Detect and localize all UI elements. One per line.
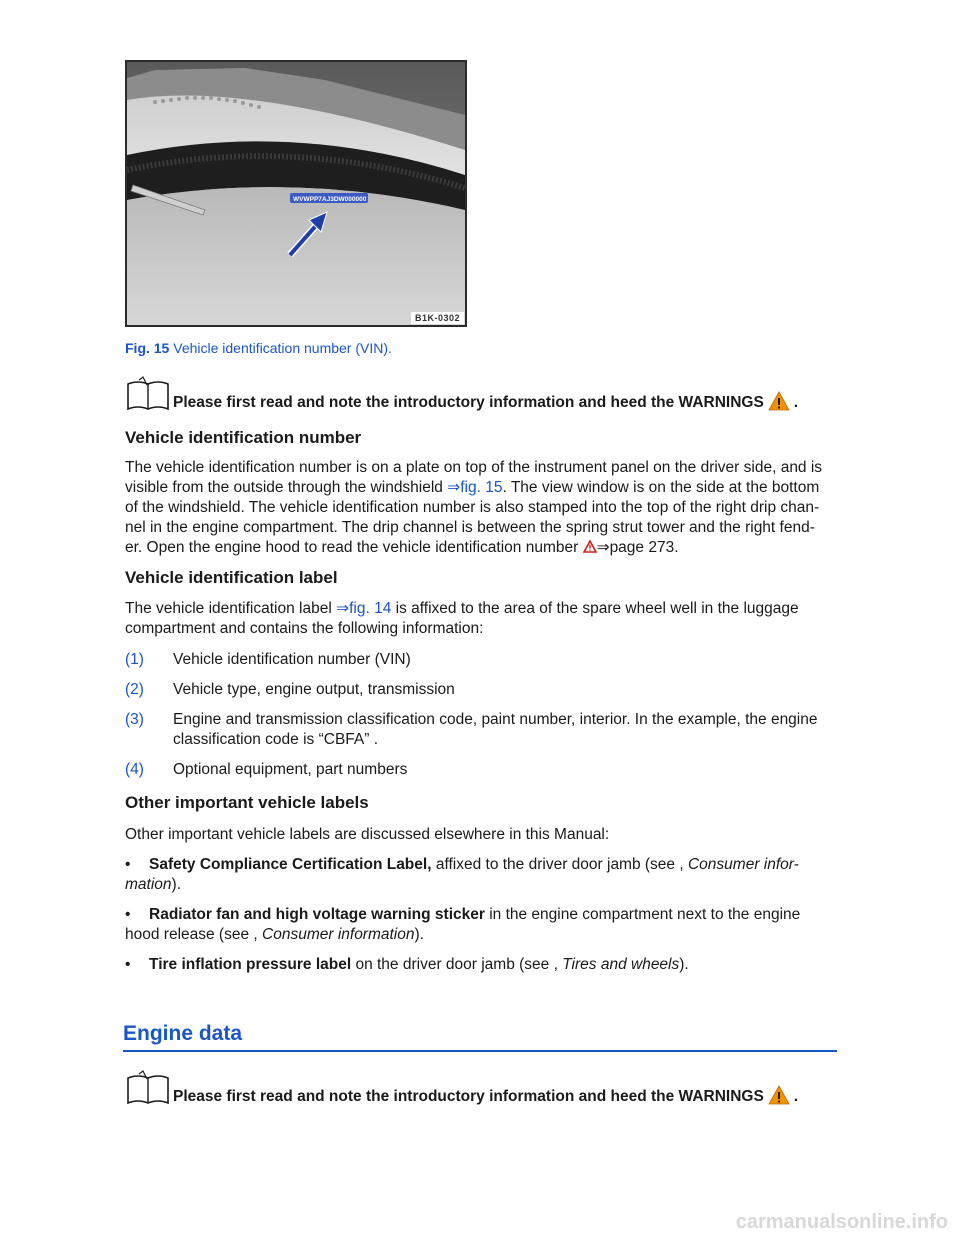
bullet-bold: Safety Compliance Certification Label, [149,856,432,873]
page273-link[interactable] [597,539,679,556]
caption-text: Vehicle identification number (VIN). [173,340,392,356]
text-span: classification code is “CBFA” . [173,731,379,748]
bullet-bold: Tire inflation pressure label [149,956,352,973]
label-paragraph [125,599,837,639]
vin-line: of the windshield. The vehicle identification number is also stamped into the top of the right drip chan- [125,499,820,516]
bullet-text: affixed to the driver door jamb (see , [431,856,688,873]
text-span: er. Open the engine hood to read the vehicle identification number [125,539,583,556]
bullet-dot: • [125,906,131,923]
bullet-text: hood release (see , [125,926,263,943]
fig15-link[interactable] [447,479,502,496]
text-span: . The view window is on the side at the bottom [502,479,820,496]
item-number: (4) [125,761,144,778]
bullet-item [125,955,837,975]
item-text: Vehicle identification number (VIN) [173,651,411,668]
heading-vin-label: Vehicle identification label [125,568,338,587]
other-intro: Other important vehicle labels are discussed elsewhere in this Manual: [125,826,610,843]
bullet-bold: Radiator fan and high voltage warning sticker [149,906,485,923]
bullet-item [125,905,837,945]
item-text [173,710,837,750]
vin-line [125,478,837,498]
item-number: (1) [125,651,144,668]
warning-small-icon [583,540,597,553]
link-arrow: ⇒ [447,479,461,496]
vin-paragraph [125,458,837,558]
item-text: Vehicle type, engine output, transmission [173,681,455,698]
warning-icon[interactable] [768,1085,790,1105]
figure-code: B1K-0302 [411,312,464,324]
consumer-info-link-2[interactable]: Consumer information [262,926,415,943]
read-note [125,1070,798,1106]
item-number: (2) [125,681,144,698]
read-note-end: . [793,394,799,411]
heading-engine-data: Engine data [123,1022,837,1052]
fig14-link[interactable] [336,600,391,617]
vin-figure [125,60,467,327]
text-span: visible from the outside through the windshield [125,479,448,496]
heading-vin: Vehicle identification number [125,428,362,447]
figure-caption [125,340,392,356]
vin-line: The vehicle identification number is on a plate on top of the instrument panel on the driver side, and is [125,459,823,476]
vin-line: nel in the engine compartment. The drip channel is between the spring strut tower and the right fend- [125,519,815,536]
open-book-icon [125,376,171,412]
label-line [125,599,837,619]
read-note-text: Please first read and note the introductory information and heed the WARNINGS [173,1088,764,1105]
list-item [125,680,837,700]
bullet-text: in the engine compartment next to the engine [484,906,801,923]
item-number: (3) [125,711,144,728]
list-item [125,650,837,670]
link-label: fig. 14 [349,600,392,617]
list-item [125,760,837,780]
vin-line [125,538,837,558]
text-span: is affixed to the area of the spare wheel well in the luggage [391,600,799,617]
caption-label: Fig. 15 [125,340,170,356]
bullet-ital[interactable]: mation [125,876,172,893]
bullet-dot: • [125,856,131,873]
link-label: page 273. [609,539,679,556]
bullet-item [125,855,837,895]
link-arrow: ⇒ [596,539,610,556]
bullet-end: ). [679,956,689,973]
consumer-info-link-1[interactable]: Consumer infor- [687,856,799,873]
bullet-end: ). [414,926,424,943]
link-arrow: ⇒ [336,600,350,617]
text-span: The vehicle identification label [125,600,337,617]
watermark: carmanualsonline.info [735,1211,948,1233]
windshield-illustration [125,60,467,327]
label-line: compartment and contains the following information: [125,620,484,637]
warning-icon[interactable] [768,391,790,411]
read-note-text: Please first read and note the introductory information and heed the WARNINGS [173,394,764,411]
bullet-dot: • [125,956,131,973]
read-note [125,376,798,412]
bullet-end: ). [171,876,181,893]
read-note-end: . [793,1088,799,1105]
text-span: Engine and transmission classification code, paint number, interior. In the example, the engine [173,711,818,728]
link-label: fig. 15 [460,479,503,496]
vin-plate-text: WVWPP7AJ3DW000000 [293,196,367,203]
item-text: Optional equipment, part numbers [173,761,408,778]
bullet-text: on the driver door jamb (see , [351,956,563,973]
open-book-icon [125,1070,171,1106]
heading-other-labels: Other important vehicle labels [125,793,369,812]
list-item [125,710,837,750]
tires-wheels-link[interactable]: Tires and wheels [562,956,680,973]
